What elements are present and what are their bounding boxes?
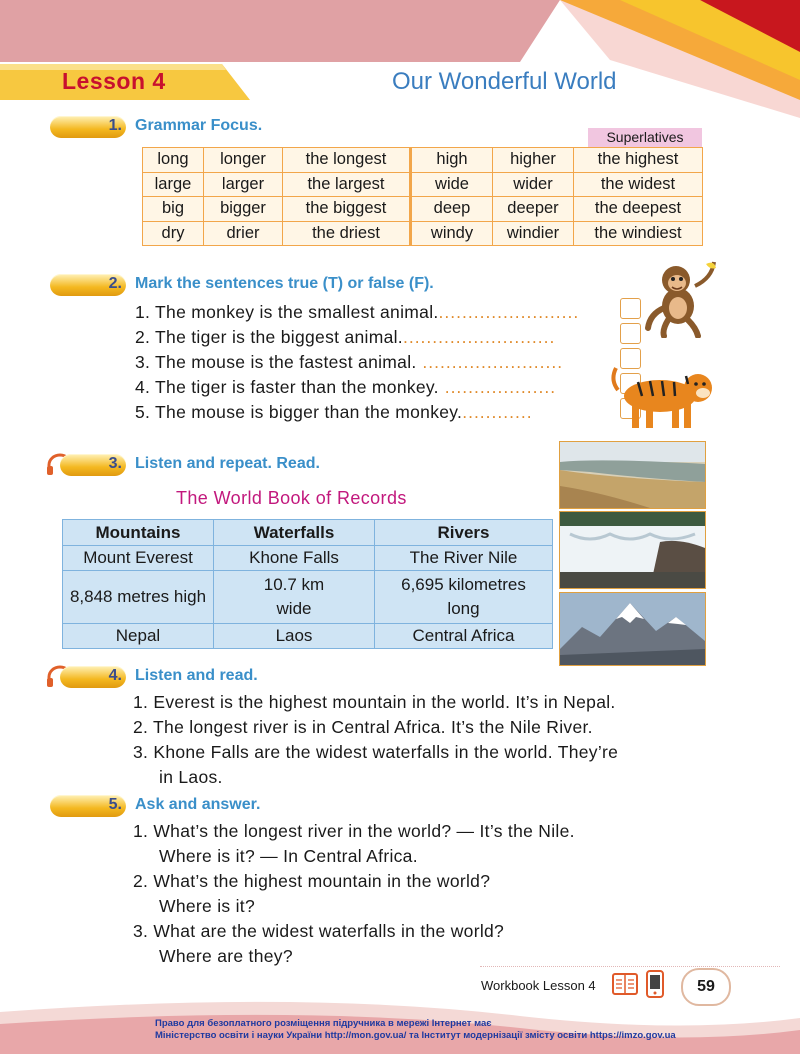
table-cell: 8,848 metres high <box>63 571 214 624</box>
table-cell: 10.7 km wide <box>214 571 375 624</box>
table-cell: wider <box>493 172 574 197</box>
exercise-2-title: Mark the sentences true (T) or false (F). <box>135 275 434 292</box>
list-item: 1. Everest is the highest mountain in the world. It’s in Nepal. <box>133 692 616 712</box>
ask-answer-list <box>133 819 575 969</box>
list-item: Where is it? — In Central Africa. <box>159 846 418 866</box>
table-cell: deep <box>411 197 493 222</box>
answer-dots: ............ <box>462 402 533 422</box>
records-table <box>62 519 553 649</box>
true-false-list <box>135 300 615 425</box>
table-row <box>63 624 553 649</box>
license-notice-line: Право для безоплатного розміщення підручника в мережі Інтернет має <box>155 1018 492 1029</box>
table-row <box>143 172 703 197</box>
table-cell: Khone Falls <box>214 546 375 571</box>
table-cell: the widest <box>574 172 703 197</box>
table-header-row <box>63 520 553 546</box>
table-cell: the largest <box>283 172 411 197</box>
table-cell: high <box>411 148 493 173</box>
exercise-5-number: 5. <box>108 796 122 813</box>
answer-dots: ................... <box>438 377 557 397</box>
exercise-1-number: 1. <box>108 117 122 134</box>
exercise-3-number: 3. <box>108 455 122 472</box>
license-notice-line: Міністерство освіти і науки України http://mon.gov.ua/ та Інститут модернізації змісту освіти https://imzo.gov.ua <box>155 1030 676 1041</box>
table-cell: higher <box>493 148 574 173</box>
list-item: Where are they? <box>159 946 293 966</box>
table-cell: long <box>143 148 204 173</box>
page-number: 59 <box>681 968 731 1006</box>
table-cell: longer <box>204 148 283 173</box>
license-notice <box>155 1018 676 1042</box>
unit-title: Our Wonderful World <box>392 68 617 95</box>
list-item: 3. Khone Falls are the widest waterfalls in the world. They’re <box>133 742 619 762</box>
table-cell: Central Africa <box>375 624 553 649</box>
phone-icon[interactable] <box>645 970 665 998</box>
table-cell: the highest <box>574 148 703 173</box>
sentence-text: 3. The mouse is the fastest animal. <box>135 352 417 372</box>
list-item: in Laos. <box>159 767 223 787</box>
table-cell: the deepest <box>574 197 703 222</box>
list-item: Where is it? <box>159 896 255 916</box>
list-item <box>135 350 615 375</box>
table-cell: The River Nile <box>375 546 553 571</box>
list-item <box>135 300 615 325</box>
table-cell: 6,695 kilometres long <box>375 571 553 624</box>
table-cell: larger <box>204 172 283 197</box>
table-cell: large <box>143 172 204 197</box>
column-header: Mountains <box>63 520 214 546</box>
list-item: 2. The longest river is in Central Africa. It’s the Nile River. <box>133 717 593 737</box>
sentence-text: 1. The monkey is the smallest animal. <box>135 302 439 322</box>
workbook-icon[interactable] <box>612 972 638 996</box>
records-title: The World Book of Records <box>176 488 407 508</box>
table-cell: dry <box>143 221 204 246</box>
river-photo <box>559 441 706 509</box>
table-cell: Laos <box>214 624 375 649</box>
table-cell: the longest <box>283 148 411 173</box>
table-row <box>143 197 703 222</box>
list-item <box>135 325 615 350</box>
table-cell: Mount Everest <box>63 546 214 571</box>
table-cell: wide <box>411 172 493 197</box>
answer-dots: ........................ <box>416 352 564 372</box>
table-row <box>63 571 553 624</box>
answer-box[interactable] <box>620 298 641 319</box>
list-item: 1. What’s the longest river in the world? — It’s the Nile. <box>133 821 575 841</box>
list-item: 2. What’s the highest mountain in the world? <box>133 871 491 891</box>
answer-dots: ........................ <box>438 302 580 322</box>
table-cell: deeper <box>493 197 574 222</box>
waterfall-photo <box>559 511 706 589</box>
table-cell: big <box>143 197 204 222</box>
list-item <box>135 400 615 425</box>
table-cell: windy <box>411 221 493 246</box>
monkey-illustration <box>640 258 720 338</box>
sentence-text: 5. The mouse is bigger than the monkey. <box>135 402 463 422</box>
table-row <box>143 148 703 173</box>
exercise-2-number: 2. <box>108 275 122 292</box>
answer-dots: .......................... <box>402 327 556 347</box>
table-cell: Nepal <box>63 624 214 649</box>
table-cell: windier <box>493 221 574 246</box>
mountain-photo <box>559 592 706 666</box>
superlatives-label: Superlatives <box>588 128 702 147</box>
lesson-label: Lesson 4 <box>62 68 166 94</box>
table-row <box>63 546 553 571</box>
table-cell: the driest <box>283 221 411 246</box>
grammar-table <box>142 147 703 246</box>
table-cell: the windiest <box>574 221 703 246</box>
exercise-4-number: 4. <box>108 667 122 684</box>
list-item: 3. What are the widest waterfalls in the world? <box>133 921 505 941</box>
exercise-3-title: Listen and repeat. Read. <box>135 455 320 472</box>
sentence-text: 2. The tiger is the biggest animal. <box>135 327 403 347</box>
exercise-4-title: Listen and read. <box>135 667 258 684</box>
workbook-reference: Workbook Lesson 4 <box>481 978 596 993</box>
exercise-5-title: Ask and answer. <box>135 796 261 813</box>
footer-divider <box>480 966 780 967</box>
column-header: Waterfalls <box>214 520 375 546</box>
column-header: Rivers <box>375 520 553 546</box>
table-cell: bigger <box>204 197 283 222</box>
answer-box[interactable] <box>620 323 641 344</box>
table-cell: the biggest <box>283 197 411 222</box>
table-cell: drier <box>204 221 283 246</box>
list-item <box>135 375 615 400</box>
exercise-1-title: Grammar Focus. <box>135 117 263 134</box>
sentence-text: 4. The tiger is faster than the monkey. <box>135 377 439 397</box>
tiger-illustration <box>608 360 720 432</box>
table-row <box>143 221 703 246</box>
listen-read-list <box>133 690 618 790</box>
